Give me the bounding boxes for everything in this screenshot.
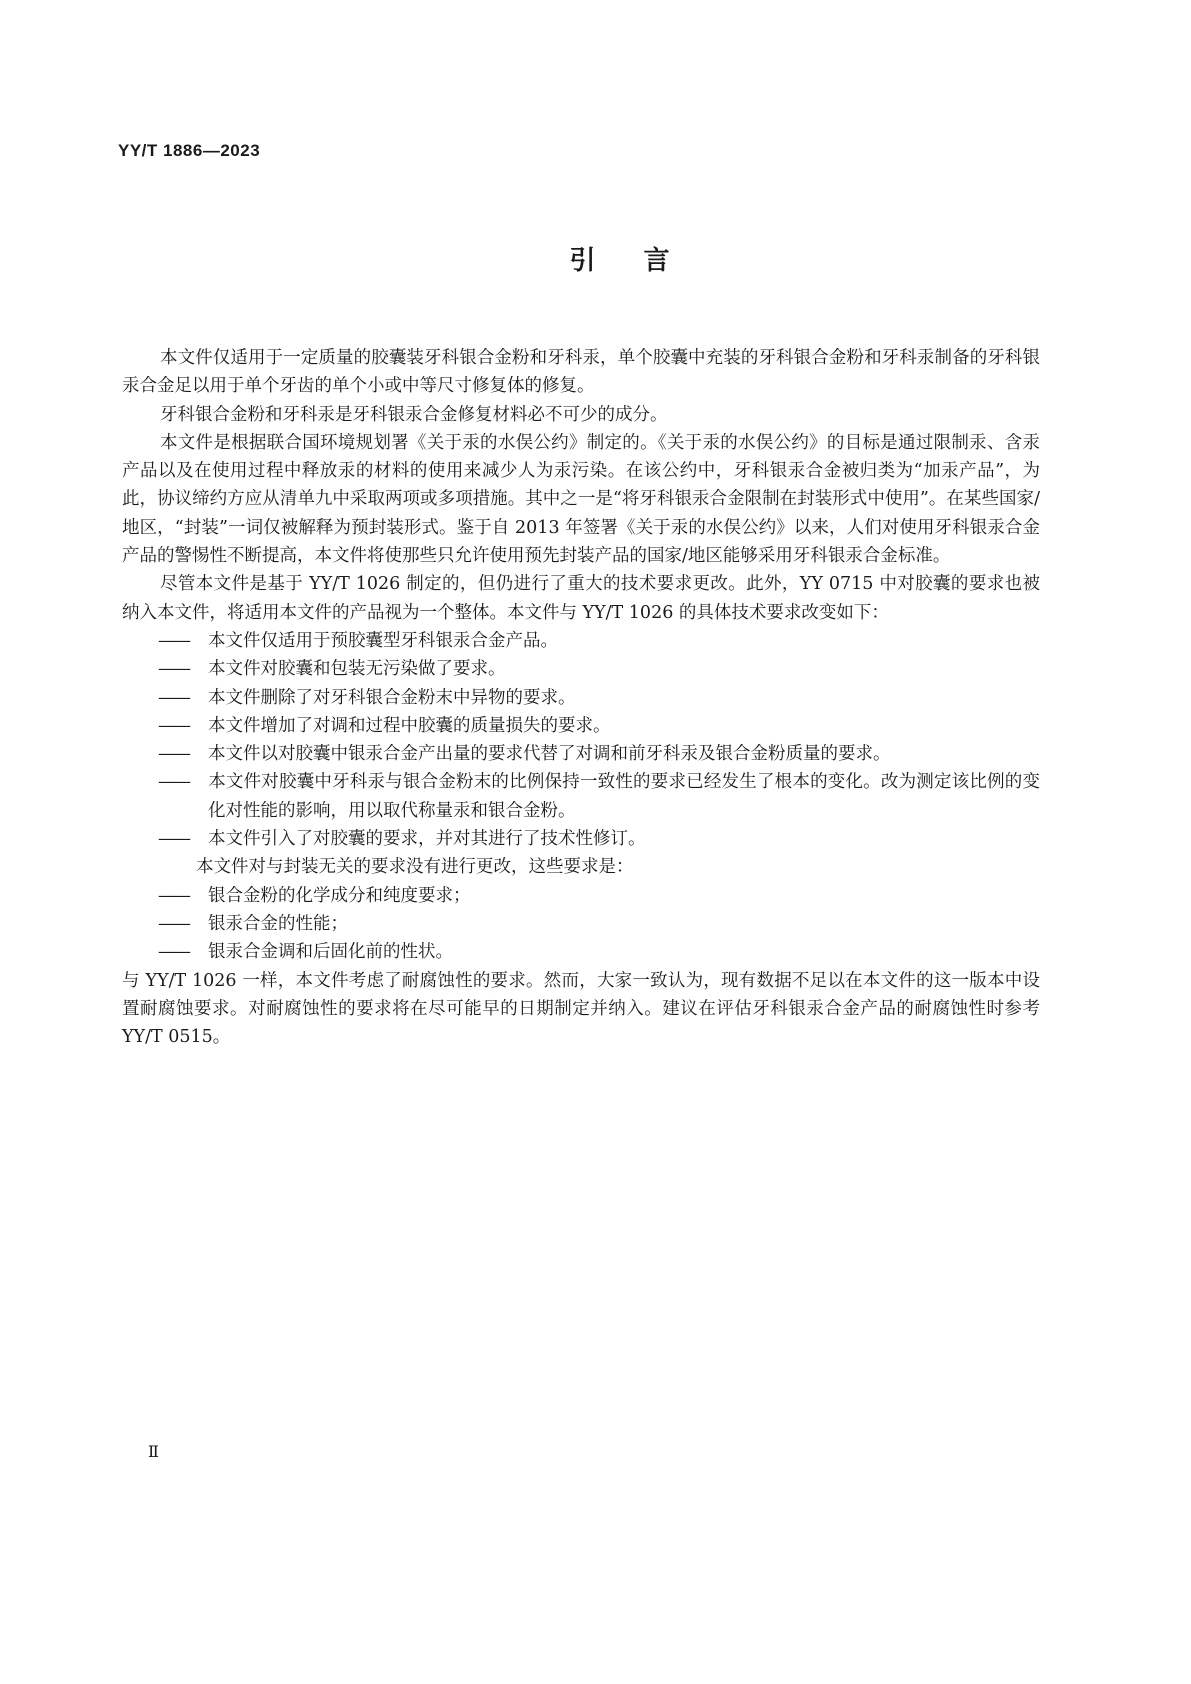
list-item — [158, 627, 1040, 655]
list-item — [158, 655, 1040, 683]
list-item-text: 银合金粉的化学成分和纯度要求； — [208, 885, 471, 906]
list-item-text: 本文件对胶囊中牙科汞与银合金粉末的比例保持一致性的要求已经发生了根本的变化。改为测定该比例的变化对性能的影响，用以取代称量汞和银合金粉。 — [208, 772, 1040, 821]
list-item — [158, 768, 1040, 825]
document-body — [122, 344, 1040, 1051]
page-title: 引言 — [569, 246, 718, 276]
paragraph-corrosion: 与 YY/T 1026 一样，本文件考虑了耐腐蚀性的要求。然而，大家一致认为，现有数据不足以在本文件的这一版本中设置耐腐蚀要求。对耐腐蚀性的要求将在尽可能早的日期制定并纳入。建议在评估牙科银汞合金产品的耐腐蚀性时参考 YY/T 0515。 — [122, 970, 1040, 1048]
page-number: Ⅱ — [148, 1442, 159, 1461]
paragraph-unchanged-intro: 本文件对与封装无关的要求没有进行更改，这些要求是： — [196, 857, 634, 878]
paragraph-minamata: 本文件是根据联合国环境规划署《关于汞的水俣公约》制定的。《关于汞的水俣公约》的目标是通过限制汞、含汞产品以及在使用过程中释放汞的材料的使用来减少人为汞污染。在该公约中，牙科银汞合金被归类为“加汞产品”，为此，协议缔约方应从清单九中采取两项或多项措施。其中之一是“将牙科银汞合金限制在封装形式中使用”。在某些国家/地区，“封装”一词仅被解释为预封装形式。鉴于自 2013 年签署《关于汞的水俣公约》以来，人们对使用牙科银汞合金产品的警惕性不断提高，本文件将使那些只允许使用预先封装产品的国家/地区能够采用牙科银汞合金标准。 — [122, 432, 1040, 567]
dash-marker: —— — [158, 715, 189, 736]
list-item-text: 本文件增加了对调和过程中胶囊的质量损失的要求。 — [208, 715, 611, 736]
list-item-text: 银汞合金的性能； — [208, 913, 348, 934]
list-item — [158, 938, 1040, 966]
list-item — [158, 882, 1040, 910]
dash-marker: —— — [158, 630, 189, 651]
list-item-text: 本文件引入了对胶囊的要求，并对其进行了技术性修订。 — [208, 829, 646, 850]
standard-code: YY/T 1886—2023 — [118, 141, 261, 160]
list-item-text: 本文件删除了对牙科银合金粉末中异物的要求。 — [208, 687, 576, 708]
dash-marker: —— — [158, 885, 189, 906]
dash-marker: —— — [158, 659, 189, 680]
paragraph-components: 牙科银合金粉和牙科汞是牙科银汞合金修复材料必不可少的成分。 — [160, 404, 668, 425]
paragraph-basis: 尽管本文件是基于 YY/T 1026 制定的，但仍进行了重大的技术要求更改。此外，YY 0715 中对胶囊的要求也被纳入本文件，将适用本文件的产品视为一个整体。本文件与 YY/T 1026 的具体技术要求改变如下： — [122, 574, 1040, 623]
dash-marker: —— — [158, 744, 189, 765]
dash-marker: —— — [158, 942, 189, 963]
list-item — [158, 684, 1040, 712]
dash-marker: —— — [158, 913, 189, 934]
dash-marker: —— — [158, 687, 189, 708]
list-item-text: 银汞合金调和后固化前的性状。 — [208, 942, 453, 963]
list-item — [158, 712, 1040, 740]
list-item-text: 本文件仅适用于预胶囊型牙科银汞合金产品。 — [208, 630, 558, 651]
list-item — [158, 910, 1040, 938]
list-item-text: 本文件以对胶囊中银汞合金产出量的要求代替了对调和前牙科汞及银合金粉质量的要求。 — [208, 744, 891, 765]
list-item-text: 本文件对胶囊和包装无污染做了要求。 — [208, 659, 506, 680]
dash-marker: —— — [158, 829, 189, 850]
paragraph-scope: 本文件仅适用于一定质量的胶囊装牙科银合金粉和牙科汞，单个胶囊中充装的牙科银合金粉和牙科汞制备的牙科银汞合金足以用于单个牙齿的单个小或中等尺寸修复体的修复。 — [122, 348, 1040, 397]
list-item — [158, 825, 1040, 853]
dash-marker: —— — [158, 772, 189, 793]
list-item — [158, 740, 1040, 768]
